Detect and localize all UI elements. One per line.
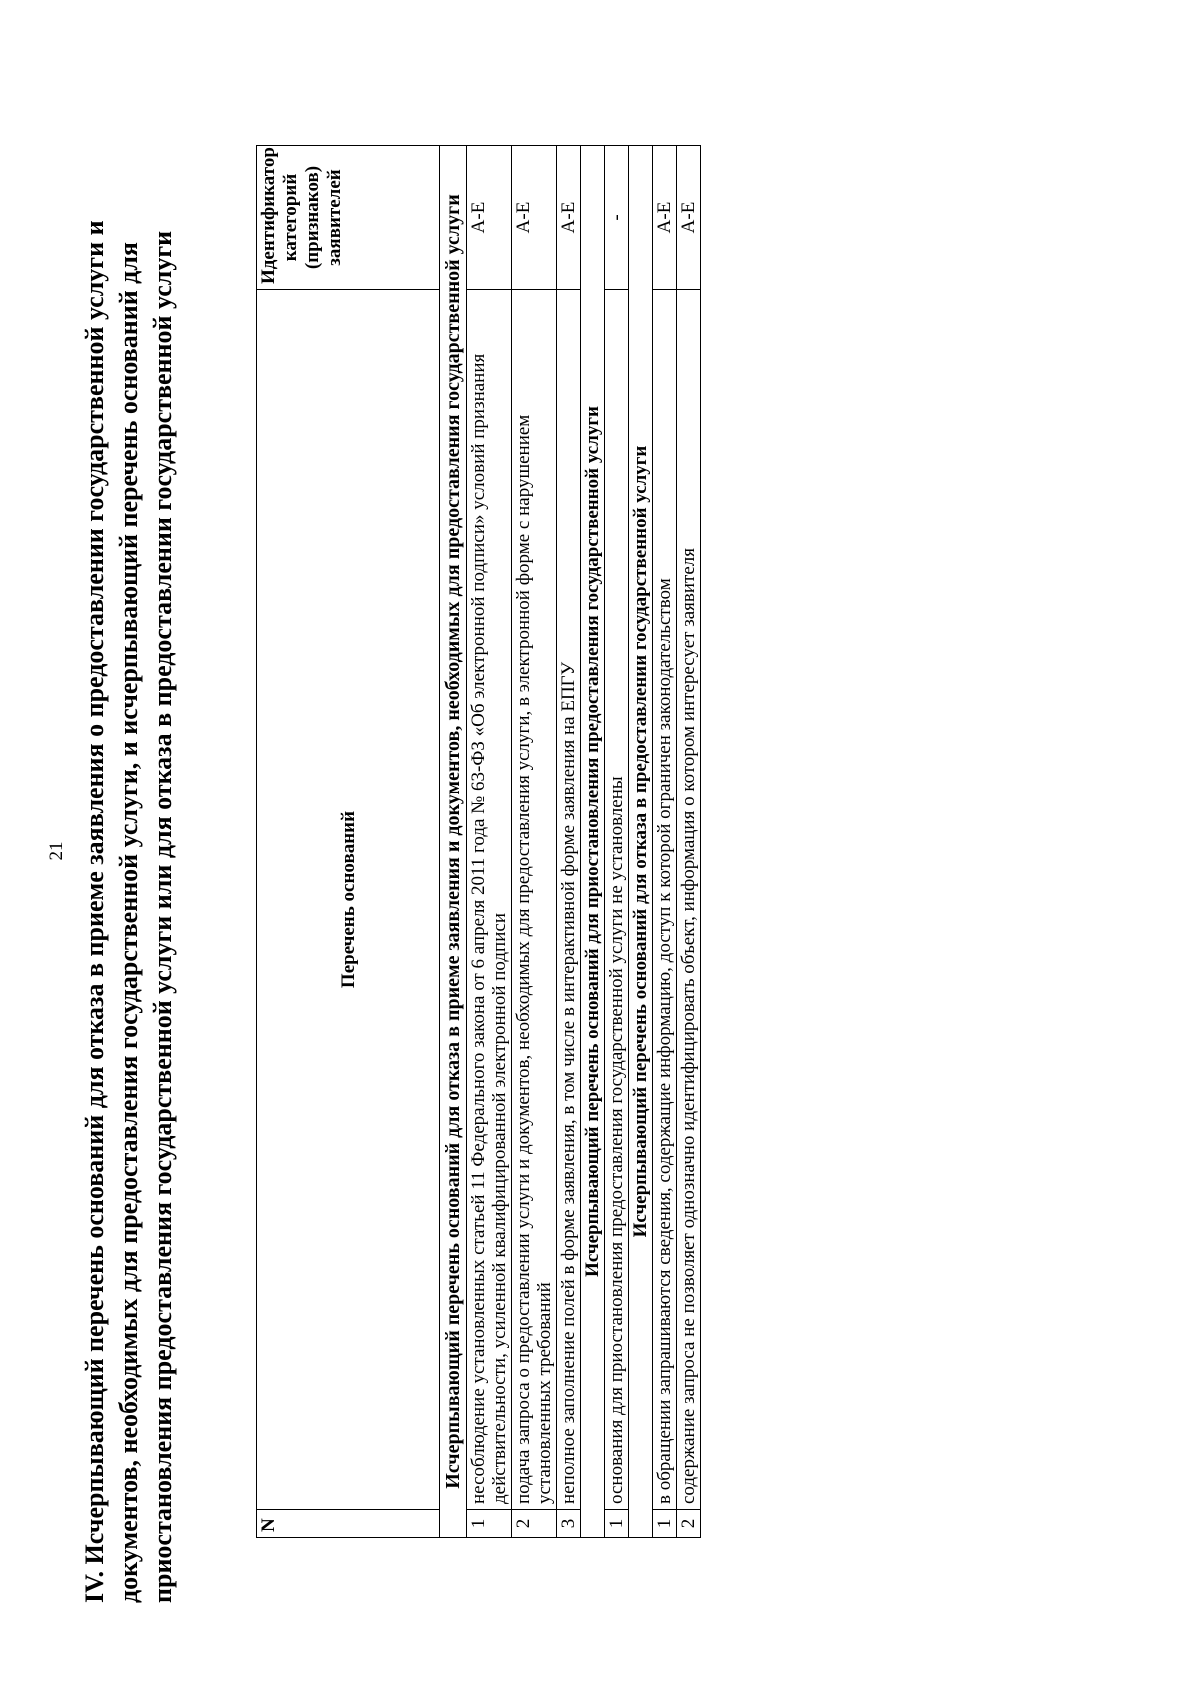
row-category-code: - bbox=[605, 146, 629, 290]
row-ground-text: неполное заполнение полей в форме заявления, в том числе в интерактивной форме заявления на ЕПГУ bbox=[557, 290, 581, 1510]
row-number: 2 bbox=[677, 1510, 701, 1538]
header-number: N bbox=[257, 1510, 440, 1538]
row-ground-text: несоблюдение установленных статьей 11 Федерального закона от 6 апреля 2011 года № 63-ФЗ «Об электронной подписи» условий признания действительности, усиленной квалифицированной электронной подписи bbox=[467, 290, 512, 1510]
row-ground-text: в обращении запрашиваются сведения, содержащие информацию, доступ к которой ограничен законодательством bbox=[653, 290, 677, 1510]
table-row bbox=[512, 146, 557, 1538]
section-title-suspension: Исчерпывающий перечень оснований для приостановления предоставления государственной услуги bbox=[581, 146, 605, 1538]
table-row bbox=[557, 146, 581, 1538]
row-number: 1 bbox=[653, 1510, 677, 1538]
rotated-page-content bbox=[75, 64, 875, 1614]
row-ground-text: содержание запроса не позволяет однозначно идентифицировать объект, информация о котором интересует заявителя bbox=[677, 290, 701, 1510]
row-category-code: А-Е bbox=[467, 146, 512, 290]
table-row bbox=[677, 146, 701, 1538]
row-ground-text: подача запроса о предоставлении услуги и документов, необходимых для предоставления услуги, в электронной форме с нарушением установленных требований bbox=[512, 290, 557, 1510]
row-category-code: А-Е bbox=[677, 146, 701, 290]
section-title-refusal-service: Исчерпывающий перечень оснований для отказа в предоставлении государственной услуги bbox=[629, 146, 653, 1538]
section-header-row bbox=[629, 146, 653, 1538]
row-ground-text: основания для приостановления предоставления государственной услуги не установлены bbox=[605, 290, 629, 1510]
row-number: 1 bbox=[605, 1510, 629, 1538]
row-category-code: А-Е bbox=[557, 146, 581, 290]
row-category-code: А-Е bbox=[653, 146, 677, 290]
page-number: 21 bbox=[46, 841, 67, 861]
grounds-table bbox=[256, 145, 701, 1538]
section-header-row bbox=[581, 146, 605, 1538]
row-number: 2 bbox=[512, 1510, 557, 1538]
row-category-code: А-Е bbox=[512, 146, 557, 290]
section-title: IV. Исчерпывающий перечень оснований для отказа в приеме заявления о предоставлении государственной услуги и документов, необходимых для предоставления государственной услуги, и исчерпывающий перечень оснований для приостановления предоставления государственной услуги или для отказа в предоставлении государственной услуги bbox=[80, 220, 177, 1603]
table-header-row bbox=[257, 146, 440, 1538]
table-row bbox=[467, 146, 512, 1538]
row-number: 3 bbox=[557, 1510, 581, 1538]
row-number: 1 bbox=[467, 1510, 512, 1538]
table-row bbox=[653, 146, 677, 1538]
table-row bbox=[605, 146, 629, 1538]
header-category-code: Идентификатор категорий (признаков) заявителей bbox=[257, 146, 440, 290]
section-header-row bbox=[440, 146, 467, 1538]
header-grounds: Перечень оснований bbox=[257, 290, 440, 1510]
section-title-refusal-acceptance: Исчерпывающий перечень оснований для отказа в приеме заявления и документов, необходимых для предоставления государственной услуги bbox=[440, 146, 467, 1538]
